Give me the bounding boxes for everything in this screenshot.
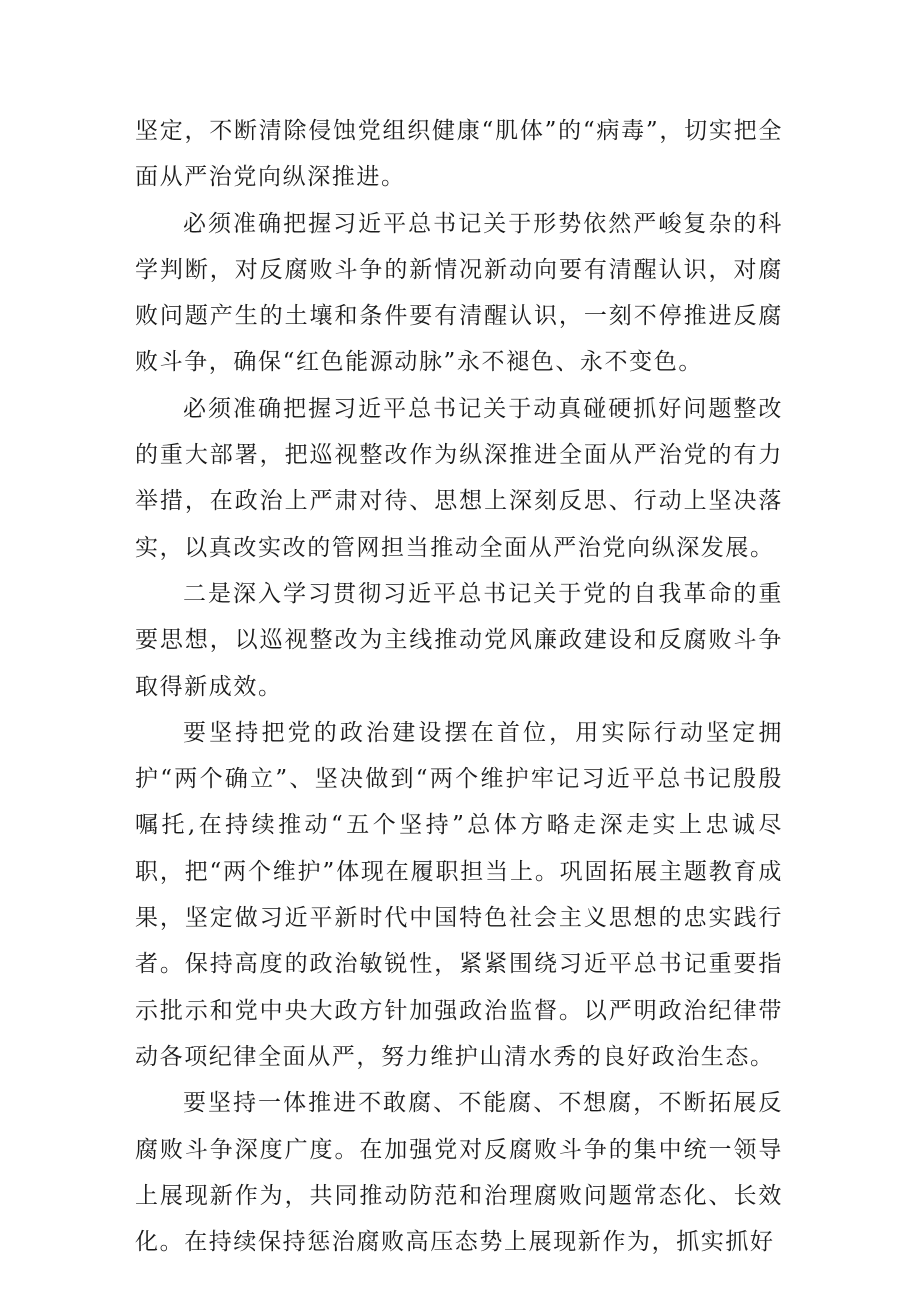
document-body bbox=[135, 108, 783, 1265]
paragraph-situation-judgment: 必须准确把握习近平总书记关于形势依然严峻复杂的科学判断，对反腐败斗争的新情况新动向要有清醒认识，对腐败问题产生的土壤和条件要有清醒认识，一刻不停推进反腐败斗争，确保“红色能源动脉”永不褪色、永不变色。 bbox=[135, 210, 783, 376]
paragraph-section-two-heading: 二是深入学习贯彻习近平总书记关于党的自我革命的重要思想，以巡视整改为主线推动党风廉政建设和反腐败斗争取得新成效。 bbox=[135, 580, 783, 700]
paragraph-political-construction: 要坚持把党的政治建设摆在首位，用实际行动坚定拥护“两个确立”、坚决做到“两个维护牢记习近平总书记殷殷嘱托,在持续推动“五个坚持”总体方略走深走实上忠诚尽职，把“两个维护”体现在履职担当上。巩固拓展主题教育成果，坚定做习近平新时代中国特色社会主义思想的忠实践行者。保持高度的政治敏锐性，紧紧围绕习近平总书记重要指示批示和党中央大政方针加强政治监督。以严明政治纪律带动各项纪律全面从严，努力维护山清水秀的良好政治生态。 bbox=[135, 719, 783, 1070]
paragraph-continuation: 坚定，不断清除侵蚀党组织健康“肌体”的“病毒”，切实把全面从严治党向纵深推进。 bbox=[135, 118, 783, 191]
paragraph-rectification-deployment: 必须准确把握习近平总书记关于动真碰硬抓好问题整改的重大部署，把巡视整改作为纵深推进全面从严治党的有力举措，在政治上严肃对待、思想上深刻反思、行动上坚决落实，以真改实改的管网担当推动全面从严治党向纵深发展。 bbox=[135, 395, 783, 561]
paragraph-anti-corruption: 要坚持一体推进不敢腐、不能腐、不想腐，不断拓展反腐败斗争深度广度。在加强党对反腐败斗争的集中统一领导上展现新作为，共同推动防范和治理腐败问题常态化、长效化。在持续保持惩治腐败高压态势上展现新作为，抓实抓好 bbox=[135, 1090, 783, 1256]
